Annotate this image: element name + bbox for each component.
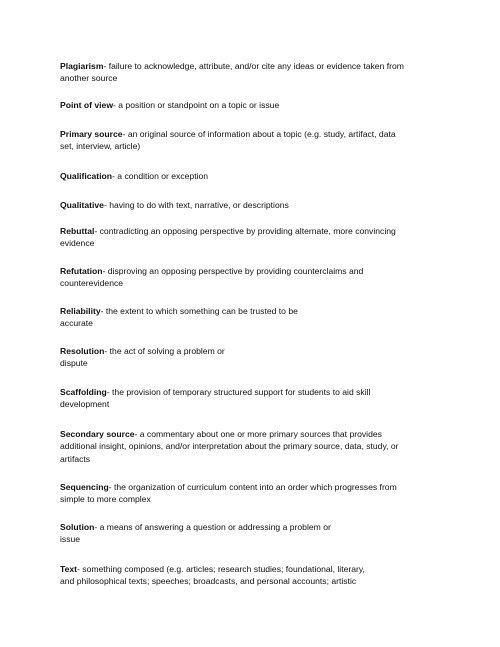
glossary-term: Solution: [60, 522, 95, 532]
glossary-definition-continuation: issue: [60, 534, 81, 545]
glossary-entry: [60, 521, 425, 546]
glossary-term: Plagiarism: [60, 61, 104, 71]
glossary-definition: - having to do with text, narrative, or descriptions: [103, 200, 289, 210]
glossary-term: Text: [60, 564, 78, 574]
glossary-entry: [60, 128, 425, 153]
glossary-definition: - a commentary about one or more primary sources that provides: [134, 429, 382, 439]
glossary-term: Point of view: [60, 100, 113, 110]
glossary-entry: [60, 428, 425, 465]
glossary-definition-continuation: additional insight, opinions, and/or interpretation about the primary source, data, study, or: [60, 441, 399, 452]
glossary-definition-continuation: accurate: [60, 318, 93, 329]
glossary-definition-continuation: set, interview, article): [60, 141, 141, 152]
glossary-definition: - a position or standpoint on a topic or issue: [113, 100, 280, 110]
glossary-definition-continuation: another source: [60, 73, 118, 84]
glossary-entry: [60, 225, 425, 250]
glossary-definition: - an original source of information about a topic (e.g. study, artifact, data: [122, 129, 396, 139]
glossary-entry: [60, 345, 425, 370]
glossary-term: Rebuttal: [60, 226, 95, 236]
glossary-entry: [60, 386, 425, 411]
glossary-term: Scaffolding: [60, 387, 107, 397]
glossary-entry: [60, 265, 425, 290]
glossary-definition-continuation: dispute: [60, 358, 88, 369]
glossary-entry: [60, 170, 425, 182]
glossary-definition: - the act of solving a problem or: [104, 346, 225, 356]
glossary-entry: [60, 563, 425, 588]
glossary-definition: - failure to acknowledge, attribute, and/or cite any ideas or evidence taken from: [103, 61, 404, 71]
glossary-definition: - disproving an opposing perspective by providing counterclaims and: [102, 266, 364, 276]
glossary-definition: - the organization of curriculum content into an order which progresses from: [108, 482, 397, 492]
glossary-definition: - the provision of temporary structured support for students to aid skill: [106, 387, 371, 397]
glossary-term: Qualitative: [60, 200, 104, 210]
glossary-entry: [60, 99, 425, 111]
glossary-definition: - something composed (e.g. articles; research studies; foundational, literary,: [77, 564, 365, 574]
glossary-definition: - a means of answering a question or addressing a problem or: [94, 522, 331, 532]
glossary-term: Reliability: [60, 306, 101, 316]
glossary-term: Resolution: [60, 346, 105, 356]
glossary-definition-continuation: simple to more complex: [60, 494, 151, 505]
glossary-term: Secondary source: [60, 429, 135, 439]
glossary-entry: [60, 481, 425, 506]
glossary-definition-continuation: counterevidence: [60, 278, 124, 289]
glossary-entry: [60, 199, 425, 211]
glossary-term: Sequencing: [60, 482, 109, 492]
glossary-term: Qualification: [60, 171, 113, 181]
glossary-entry: [60, 60, 425, 85]
glossary-definition-continuation: development: [60, 399, 110, 410]
glossary-definition: - a condition or exception: [112, 171, 209, 181]
glossary-definition-continuation: artifacts: [60, 453, 91, 464]
glossary-definition: - contradicting an opposing perspective by providing alternate, more convincing: [94, 226, 396, 236]
glossary-definition: - the extent to which something can be trusted to be: [100, 306, 298, 316]
glossary-term: Refutation: [60, 266, 103, 276]
glossary-definition-continuation: evidence: [60, 238, 95, 249]
glossary-definition-continuation: and philosophical texts; speeches; broadcasts, and personal accounts; artistic: [60, 576, 357, 587]
glossary-entry: [60, 305, 425, 330]
glossary-term: Primary source: [60, 129, 123, 139]
